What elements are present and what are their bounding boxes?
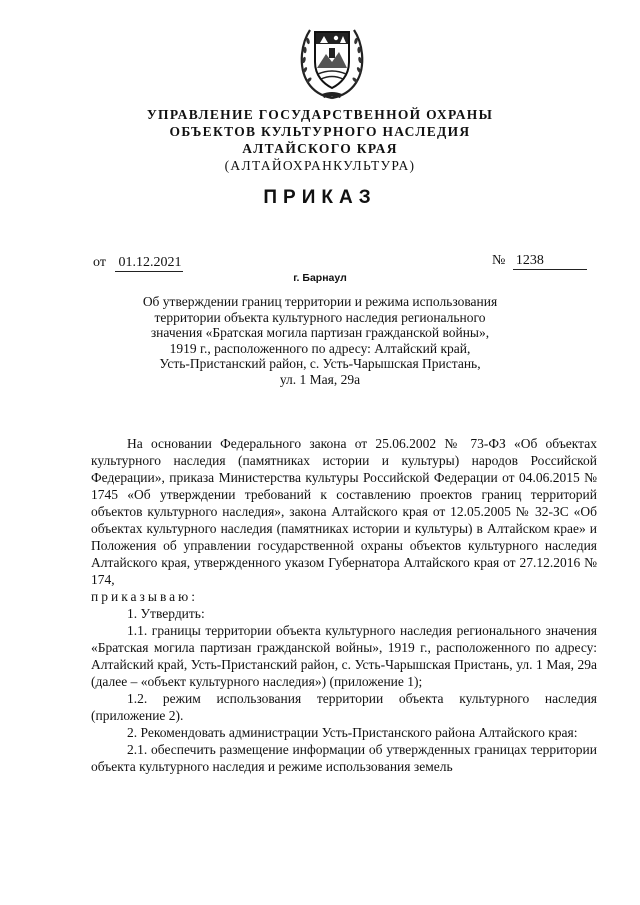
document-type-title: ПРИКАЗ [263, 187, 377, 208]
city-label: г. Барнаул [293, 272, 347, 284]
date-label: от [93, 255, 106, 270]
subject-line: территории объекта культурного наследия регионального [154, 309, 486, 325]
order-item: 2.1. обеспечить размещение информации об утвержденных границах территории объекта культурного наследия и режиме использования земель [91, 742, 597, 774]
order-item: 2. Рекомендовать администрации Усть-Пристанского района Алтайского края: [127, 725, 578, 740]
date-block [93, 255, 183, 272]
org-abbreviation: (АЛТАЙОХРАНКУЛЬТУРА) [224, 158, 416, 173]
number-label: № [492, 253, 506, 268]
number-block [492, 253, 587, 270]
order-number: 1238 [513, 254, 587, 270]
org-name-line: ОБЪЕКТОВ КУЛЬТУРНОГО НАСЛЕДИЯ [169, 124, 471, 139]
org-name-line: УПРАВЛЕНИЕ ГОСУДАРСТВЕННОЙ ОХРАНЫ [146, 107, 494, 122]
organization-header [0, 106, 640, 174]
order-item: 1. Утвердить: [127, 606, 205, 621]
coat-of-arms-emblem [296, 18, 368, 102]
org-name-line: АЛТАЙСКОГО КРАЯ [242, 141, 398, 156]
preamble-paragraph: На основании Федерального закона от 25.06.2002 № 73-ФЗ «Об объектах культурного наследия (памятниках истории и культуры) народов Российской Федерации», приказа Министерства культуры Российской Федерации от 04.06.2015 № 1745 «Об утверждении требований к составлению проектов границ территорий объектов культурного наследия», закона Алтайского края от 12.05.2005 № 32-ЗС «Об объектах культурного наследия (памятниках истории и культуры) в Алтайском крае» и Положения об управлении государственной охраны объектов культурного наследия Алтайского края, утвержденного указом Губернатора Алтайского края от 27.12.2016 № 174, [91, 436, 597, 587]
subject-line: ул. 1 Мая, 29а [279, 371, 361, 387]
subject-line: 1919 г., расположенного по адресу: Алтайский край, [169, 340, 471, 356]
subject-line: значения «Братская могила партизан гражданской войны», [150, 325, 490, 340]
order-date: 01.12.2021 [115, 256, 183, 272]
order-item: 1.1. границы территории объекта культурного наследия регионального значения «Братская могила партизан гражданской войны», 1919 г., расположенного по адресу: Алтайский край, Усть-Пристанский район, с. Усть-Чарышская Пристань, ул. 1 Мая, 29а (далее – «объект культурного наследия») (приложение 1); [91, 623, 597, 689]
subject-line: Об утверждении границ территории и режима использования [142, 294, 498, 309]
subject-line: Усть-Пристанский район, с. Усть-Чарышская Пристань, [159, 356, 481, 371]
order-item: 1.2. режим использования территории объекта культурного наследия (приложение 2). [91, 691, 597, 723]
order-word: приказываю: [91, 589, 198, 604]
order-subject [100, 294, 540, 387]
order-body [91, 435, 597, 775]
